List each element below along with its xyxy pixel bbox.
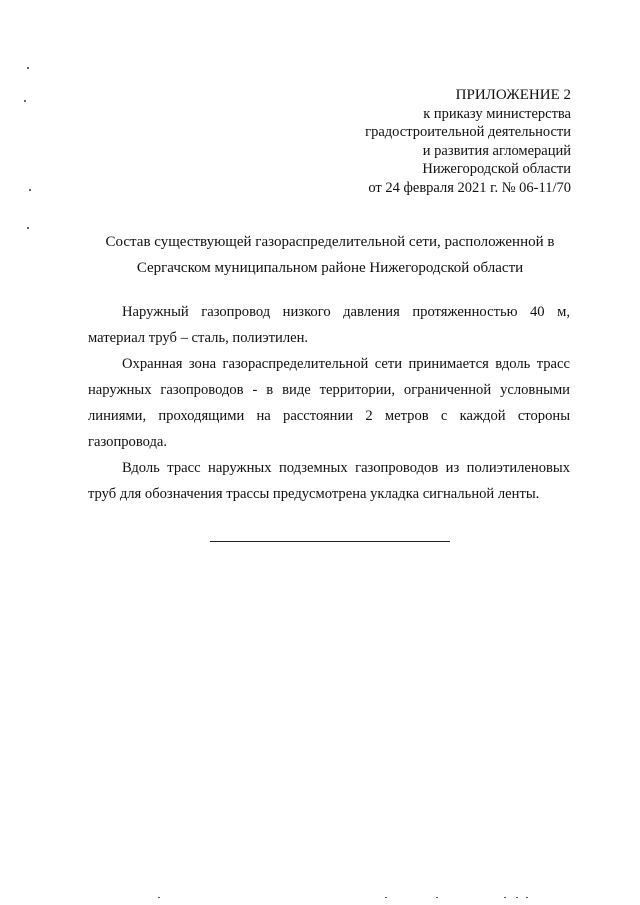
appendix-line: к приказу министерства (423, 105, 571, 122)
paragraph-protection-zone: Охранная зона газораспределительной сети принимается вдоль трасс наружных газопроводов - в виде территории, ограниченной условными линиями, проходящими на расстоянии 2 метров с каждой стороны газопровода. (88, 356, 570, 450)
scan-speck (27, 227, 29, 229)
title-line-2: Сергачском муниципальном районе Нижегородской области (136, 260, 524, 276)
document-body (88, 299, 570, 507)
appendix-line: градостроительной деятельности (365, 124, 571, 141)
document-title (60, 229, 600, 281)
separator-line (210, 541, 450, 542)
scan-speck (24, 100, 26, 102)
title-line-1: Состав существующей газораспределительной сети, расположенной в (105, 234, 555, 250)
appendix-header (365, 86, 571, 198)
paragraph-signal-tape: Вдоль трасс наружных подземных газопроводов из полиэтиленовых труб для обозначения трассы предусмотрена укладка сигнальной ленты. (88, 460, 570, 502)
scan-speck (29, 189, 31, 191)
appendix-date-number: от 24 февраля 2021 г. № 06-11/70 (368, 179, 571, 196)
appendix-heading: ПРИЛОЖЕНИЕ 2 (455, 87, 571, 103)
scan-bottom-edge (0, 895, 640, 901)
appendix-line: Нижегородской области (422, 161, 571, 178)
appendix-line: и развития агломераций (422, 142, 571, 159)
scan-speck (27, 67, 29, 69)
paragraph-pipeline: Наружный газопровод низкого давления протяженностью 40 м, материал труб – сталь, полиэтилен. (88, 304, 570, 346)
